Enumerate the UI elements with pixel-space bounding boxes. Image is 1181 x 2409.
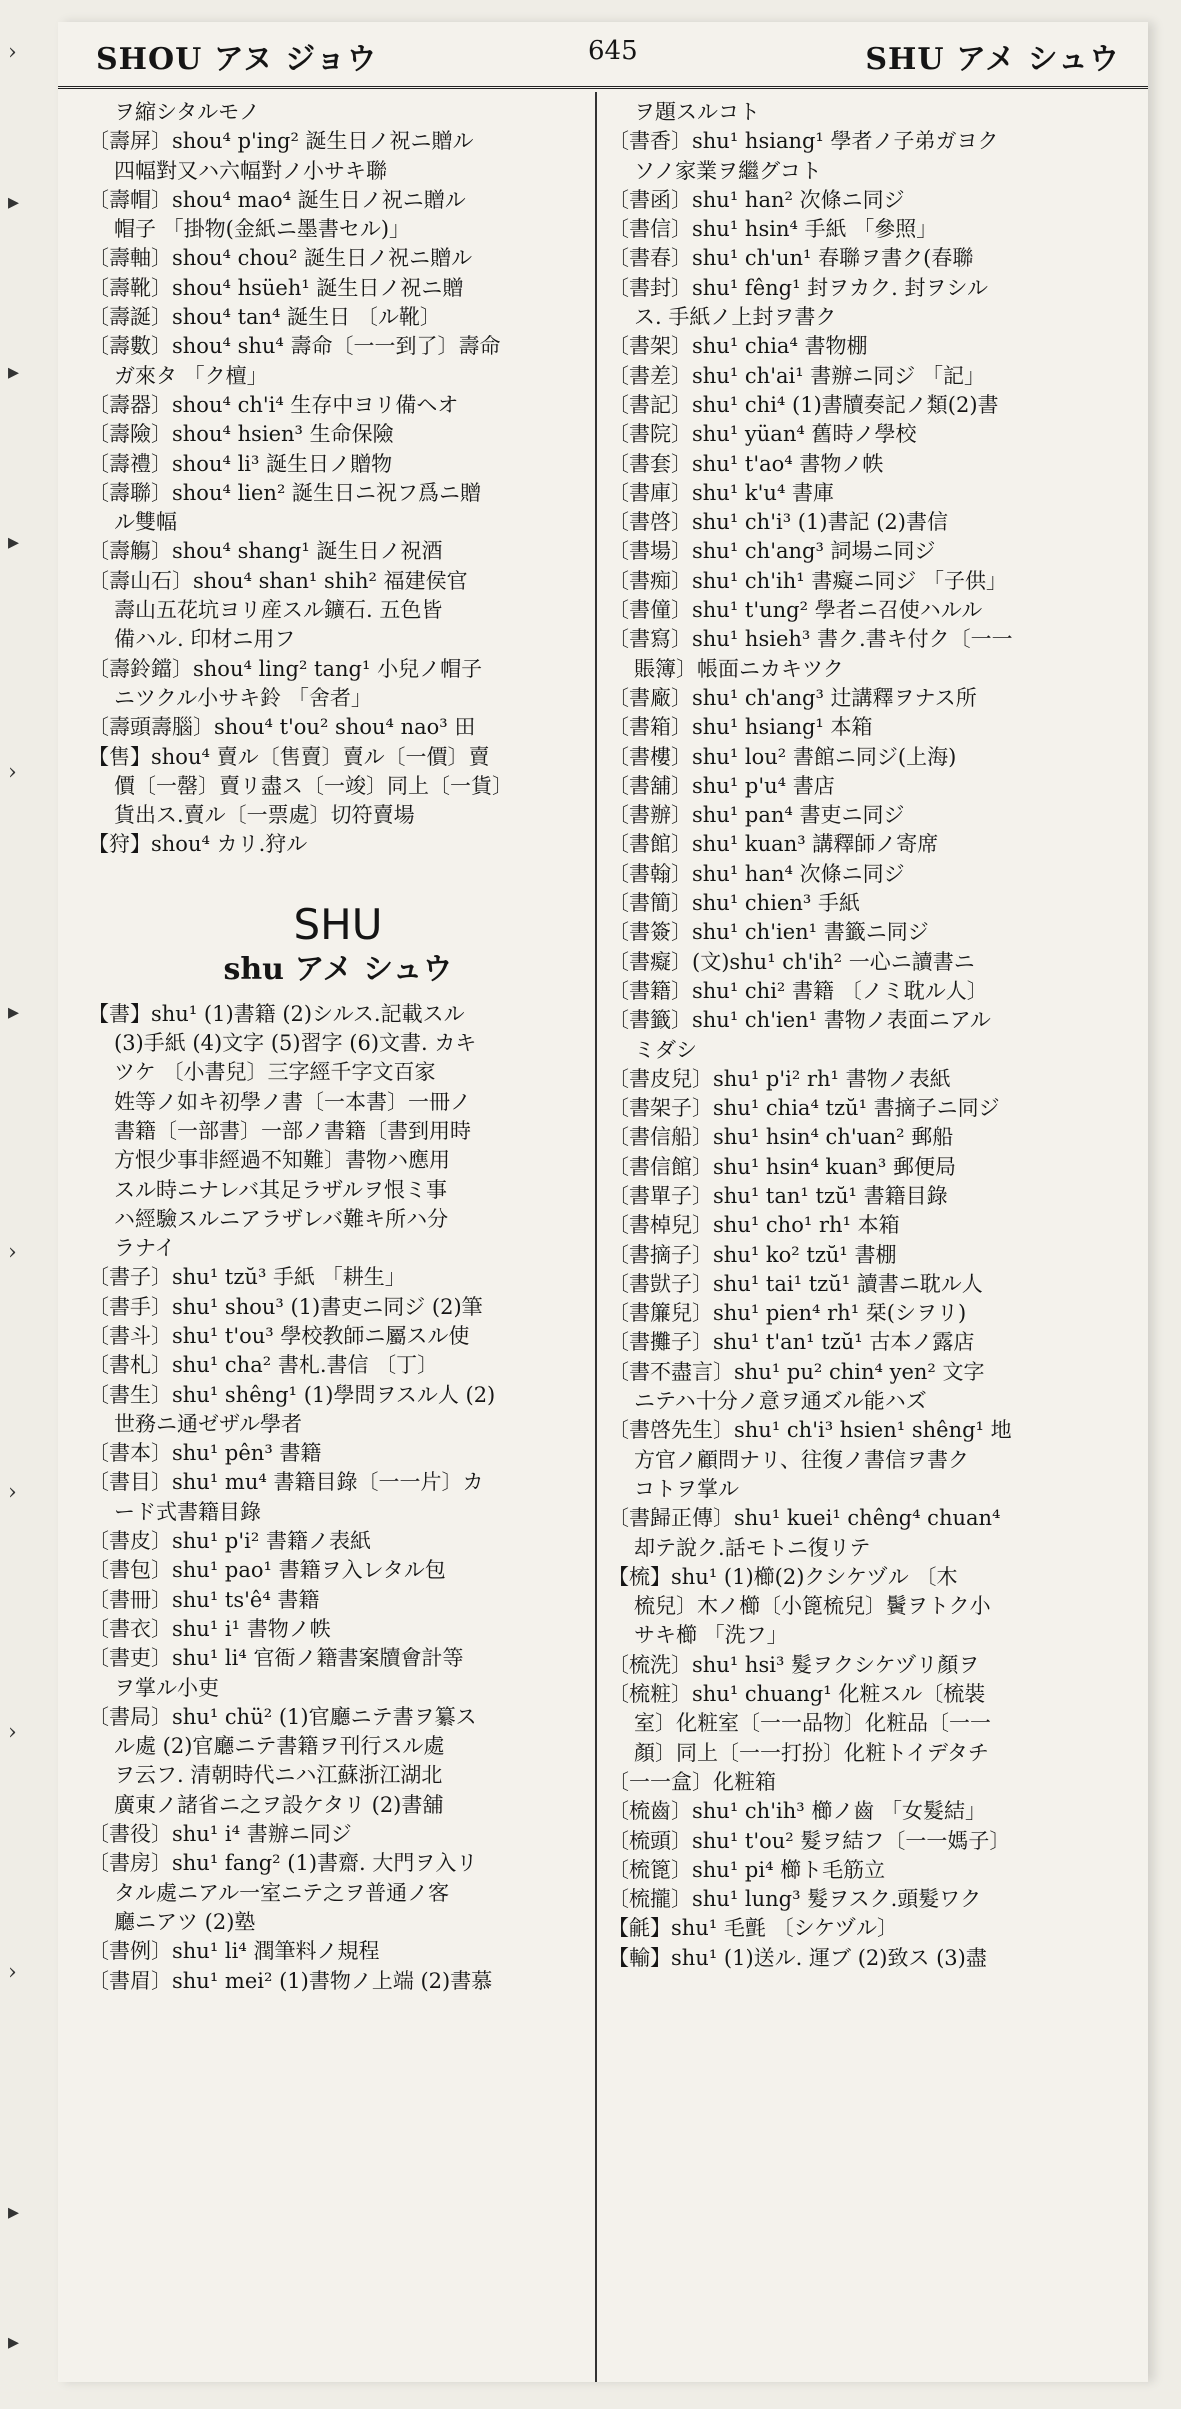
dictionary-entry: 〔壽頭壽腦〕shou⁴ t'ou² shou⁴ nao³ 田	[88, 715, 476, 740]
page-number: 645	[588, 36, 638, 66]
dictionary-entry: 〔書痴〕shu¹ ch'ih¹ 書癡ニ同ジ 「子供」	[608, 568, 1007, 593]
dictionary-entry: 〔壽誕〕shou⁴ tan⁴ 誕生日 〔ル靴〕	[88, 305, 441, 330]
entry-continuation: ラナイ	[114, 1236, 176, 1261]
dictionary-entry: 〔梳篦〕shu¹ pi⁴ 櫛ト毛筋立	[608, 1857, 886, 1882]
dictionary-entry: 〔書目〕shu¹ mu⁴ 書籍目錄〔一一片〕カ	[88, 1470, 484, 1495]
entry-continuation: 梳兒〕木ノ櫛〔小篦梳兒〕鬢ヲトク小	[634, 1594, 991, 1619]
dictionary-entry: 【書】shu¹ (1)書籍 (2)シルス.記載スル	[88, 1001, 465, 1026]
dictionary-entry: 〔壽聯〕shou⁴ lien² 誕生日ニ祝フ爲ニ贈	[88, 480, 482, 505]
entry-continuation: ガ來タ 「ク檀」	[114, 363, 268, 388]
dictionary-entry: 〔書衣〕shu¹ i¹ 書物ノ帙	[88, 1616, 331, 1641]
dictionary-entry: 〔書館〕shu¹ kuan³ 講釋師ノ寄席	[608, 832, 939, 857]
header-right-guide: SHU アメ シュウ	[865, 42, 1120, 77]
dictionary-entry: 〔書寫〕shu¹ hsieh³ 書ク.書キ付ク〔一一	[608, 627, 1013, 652]
dictionary-entry: 〔書單子〕shu¹ tan¹ tzŭ¹ 書籍目錄	[608, 1183, 948, 1208]
entry-continuation: コトヲ掌ル	[634, 1476, 739, 1501]
entry-continuation: スル時ニナレバ其足ラザルヲ恨ミ事	[114, 1177, 448, 1202]
dictionary-entry: 〔書套〕shu¹ t'ao⁴ 書物ノ帙	[608, 451, 884, 476]
dictionary-entry: 〔書簡〕shu¹ chien³ 手紙	[608, 891, 860, 916]
dictionary-entry: 〔書啓〕shu¹ ch'i³ (1)書記 (2)書信	[608, 510, 948, 535]
entry-continuation: 廣東ノ諸省ニ之ヲ設ケタリ (2)書舖	[114, 1792, 444, 1817]
dictionary-entry: 〔書院〕shu¹ yüan⁴ 舊時ノ學校	[608, 422, 917, 447]
dictionary-entry: 〔書差〕shu¹ ch'ai¹ 書辦ニ同ジ 「記」	[608, 363, 985, 388]
dictionary-entry: 〔書役〕shu¹ i⁴ 書辦ニ同ジ	[88, 1822, 352, 1847]
dictionary-entry: 〔書庫〕shu¹ k'u⁴ 書庫	[608, 480, 835, 505]
dictionary-entry: 〔壽險〕shou⁴ hsien³ 生命保險	[88, 422, 394, 447]
dictionary-entry: 〔書籍〕shu¹ chi² 書籍 〔ノミ耽ル人〕	[608, 978, 988, 1003]
entry-continuation: ル處 (2)官廳ニテ書籍ヲ刊行スル處	[114, 1734, 445, 1759]
entry-continuation: ス. 手紙ノ上封ヲ書ク	[634, 305, 837, 330]
dictionary-entry: 〔梳齒〕shu¹ ch'ih³ 櫛ノ齒 「女髮結」	[608, 1799, 986, 1824]
section-subtitle: shu アメ シュウ	[223, 951, 453, 987]
entry-continuation: ル雙幅	[114, 510, 177, 535]
dictionary-entry: 〔書記〕shu¹ chi⁴ (1)書牘奏記ノ類(2)書	[608, 392, 999, 417]
dictionary-entry: 〔書香〕shu¹ hsiang¹ 學者ノ子弟ガヨク	[608, 129, 999, 154]
dictionary-entry: 〔書子〕shu¹ tzŭ³ 手紙 「耕生」	[88, 1265, 406, 1290]
dictionary-entry: 〔書信〕shu¹ hsin⁴ 手紙 「參照」	[608, 217, 938, 242]
dictionary-entry: 〔梳攏〕shu¹ lung³ 髮ヲスク.頭髮ワク	[608, 1887, 982, 1912]
dictionary-entry: 〔書房〕shu¹ fang² (1)書齋. 大門ヲ入リ	[88, 1851, 478, 1876]
entry-continuation: 壽山五花坑ヨリ産スル鑛石. 五色皆	[114, 598, 443, 623]
dictionary-entry: 〔書歸正傳〕shu¹ kuei¹ chêng⁴ chuan⁴	[608, 1506, 1001, 1531]
entry-continuation: 方官ノ顧問ナリ、往復ノ書信ヲ書ク	[634, 1447, 969, 1472]
dictionary-entry: 〔書樓〕shu¹ lou² 書館ニ同ジ(上海)	[608, 744, 957, 769]
entry-continuation: 四幅對又ハ六幅對ノ小サキ聯	[114, 158, 387, 183]
entry-continuation: ヲ云フ. 清朝時代ニハ江蘇浙江湖北	[114, 1763, 443, 1788]
section-title: SHU	[293, 899, 383, 949]
dictionary-entry: 〔書皮〕shu¹ p'i² 書籍ノ表紙	[88, 1529, 371, 1554]
dictionary-entry: 〔書不盡言〕shu¹ pu² chin⁴ yen² 文字	[608, 1359, 985, 1384]
dictionary-entry: 〔書例〕shu¹ li⁴ 潤筆料ノ規程	[88, 1939, 380, 1964]
entry-continuation: ヲ掌ル小吏	[114, 1675, 219, 1700]
entry-continuation: 室〕化粧室〔一一品物〕化粧品〔一一	[634, 1711, 991, 1736]
entry-continuation: ニツクル小サキ鈴 「舍者」	[114, 685, 372, 710]
dictionary-entry: 〔書吏〕shu¹ li⁴ 官衙ノ籍書案牘會計等	[88, 1646, 464, 1671]
dictionary-entry: 〔書斗〕shu¹ t'ou³ 學校教師ニ屬スル使	[88, 1323, 470, 1348]
dictionary-entry: 〔書信船〕shu¹ hsin⁴ ch'uan² 郵船	[608, 1125, 954, 1150]
dictionary-entry: 〔壽觴〕shou⁴ shang¹ 誕生日ノ祝酒	[88, 539, 443, 564]
dictionary-entry: 〔書架〕shu¹ chia⁴ 書物棚	[608, 334, 868, 359]
dictionary-entry: 〔壽帽〕shou⁴ mao⁴ 誕生日ノ祝ニ贈ル	[88, 187, 466, 212]
dictionary-entry: 〔壽靴〕shou⁴ hsüeh¹ 誕生日ノ祝ニ贈	[88, 275, 464, 300]
binding-edge: › ▸ ▸ ▸ › ▸ › › › › ▸ ▸	[8, 40, 20, 2355]
dictionary-entry: 〔書札〕shu¹ cha² 書札.書信 〔丁〕	[88, 1353, 439, 1378]
dictionary-entry: 〔書封〕shu¹ fêng¹ 封ヲカク. 封ヲシル	[608, 275, 989, 300]
dictionary-entry: 〔書函〕shu¹ han² 次條ニ同ジ	[608, 187, 905, 212]
dictionary-entry: 〔書攤子〕shu¹ t'an¹ tzŭ¹ 古本ノ露店	[608, 1330, 975, 1355]
entry-continuation: 顏〕同上〔一一打扮〕化粧トイデタチ	[634, 1740, 989, 1765]
dictionary-entry: 〔壽器〕shou⁴ ch'i⁴ 生存中ヨリ備ヘオ	[88, 392, 459, 417]
dictionary-entry: 〔梳洗〕shu¹ hsi³ 髮ヲクシケヅリ顏ヲ	[608, 1652, 980, 1677]
entry-continuation: 姓等ノ如キ初學ノ書〔一本書〕一冊ノ	[114, 1089, 471, 1114]
column-divider	[595, 92, 597, 2382]
dictionary-entry: 〔書架子〕shu¹ chia⁴ tzŭ¹ 書摘子ニ同ジ	[608, 1096, 1000, 1121]
entry-continuation: 帽子 「掛物(金紙ニ墨書セル)」	[114, 217, 411, 242]
dictionary-page	[58, 22, 1148, 2382]
dictionary-entry: 〔書信館〕shu¹ hsin⁴ kuan³ 郵便局	[608, 1154, 956, 1179]
dictionary-entry: 〔書場〕shu¹ ch'ang³ 詞場ニ同ジ	[608, 539, 936, 564]
dictionary-entry: 〔書本〕shu¹ pên³ 書籍	[88, 1441, 322, 1466]
dictionary-entry: 〔書冊〕shu¹ ts'ê⁴ 書籍	[88, 1587, 320, 1612]
dictionary-entry: 〔壽軸〕shou⁴ chou² 誕生日ノ祝ニ贈ル	[88, 246, 473, 271]
left-column	[88, 98, 588, 2378]
dictionary-entry: 〔書廠〕shu¹ ch'ang³ 辻講釋ヲナス所	[608, 685, 977, 710]
entry-continuation: ヲ縮シタルモノ	[114, 100, 260, 124]
dictionary-entry: 〔一一盒〕化粧箱	[608, 1769, 776, 1794]
dictionary-entry: 〔書癡〕(文)shu¹ ch'ih² 一心ニ讀書ニ	[608, 949, 975, 974]
dictionary-entry: 〔書棹兒〕shu¹ cho¹ rh¹ 本箱	[608, 1213, 900, 1238]
entry-continuation: 書籍〔一部書〕一部ノ書籍〔書到用時	[114, 1118, 471, 1143]
dictionary-entry: 〔書翰〕shu¹ han⁴ 次條ニ同ジ	[608, 861, 905, 886]
entry-continuation: ニテハ十分ノ意ヲ通ズル能ハズ	[634, 1389, 927, 1414]
dictionary-entry: 〔書籤〕shu¹ ch'ien¹ 書物ノ表面ニアル	[608, 1008, 991, 1033]
dictionary-entry: 〔書生〕shu¹ shêng¹ (1)學問ヲスル人 (2)	[88, 1382, 496, 1407]
dictionary-entry: 〔書簾兒〕shu¹ pien⁴ rh¹ 栞(シヲリ)	[608, 1301, 967, 1326]
dictionary-entry: 【售】shou⁴ 賣ル〔售賣〕賣ル〔一價〕賣	[88, 744, 490, 769]
dictionary-entry: 〔書摘子〕shu¹ ko² tzŭ¹ 書棚	[608, 1242, 897, 1267]
dictionary-entry: 〔書包〕shu¹ pao¹ 書籍ヲ入レタル包	[88, 1558, 446, 1583]
entry-continuation: 却テ說ク.話モトニ復リテ	[634, 1535, 871, 1560]
dictionary-entry: 〔書舖〕shu¹ p'u⁴ 書店	[608, 773, 835, 798]
dictionary-entry: 〔書獃子〕shu¹ tai¹ tzŭ¹ 讀書ニ耽ル人	[608, 1271, 983, 1296]
dictionary-entry: 〔壽山石〕shou⁴ shan¹ shih² 福建侯官	[88, 568, 468, 593]
right-column	[608, 98, 1128, 2378]
entry-continuation: ヲ題スルコト	[634, 100, 760, 124]
entry-continuation: 貨出ス.賣ル〔一票處〕切符賣場	[114, 803, 415, 828]
dictionary-entry: 〔書眉〕shu¹ mei² (1)書物ノ上端 (2)書慕	[88, 1968, 493, 1993]
entry-continuation: 方恨少事非經過不知難〕書物ハ應用	[114, 1148, 450, 1173]
dictionary-entry: 〔書手〕shu¹ shou³ (1)書吏ニ同ジ (2)筆	[88, 1294, 483, 1319]
entry-continuation: (3)手紙 (4)文字 (5)習字 (6)文書. カキ	[114, 1031, 477, 1056]
dictionary-entry: 〔書皮兒〕shu¹ p'i² rh¹ 書物ノ表紙	[608, 1066, 951, 1091]
dictionary-entry: 〔書啓先生〕shu¹ ch'i³ hsien¹ shêng¹ 地	[608, 1418, 1012, 1443]
dictionary-entry: 〔書局〕shu¹ chü² (1)官廳ニテ書ヲ纂ス	[88, 1704, 477, 1729]
dictionary-entry: 〔書箱〕shu¹ hsiang¹ 本箱	[608, 715, 873, 740]
dictionary-entry: 【毹】shu¹ 毛氈 〔シケヅル〕	[608, 1916, 898, 1941]
dictionary-entry: 〔梳頭〕shu¹ t'ou² 髮ヲ結フ〔一一媽子〕	[608, 1828, 1011, 1853]
page-header	[58, 22, 1148, 89]
header-left-guide: SHOU アヌ ジョウ	[96, 42, 378, 77]
entry-continuation: ソノ家業ヲ繼グコト	[634, 158, 822, 183]
entry-continuation: 世務ニ通ゼザル學者	[114, 1411, 302, 1436]
dictionary-entry: 〔壽鈴鐺〕shou⁴ ling² tang¹ 小兒ノ帽子	[88, 656, 483, 681]
section-gap	[88, 860, 588, 900]
dictionary-entry: 【狩】shou⁴ カリ.狩ル	[88, 832, 308, 857]
entry-continuation: 賬簿〕帳面ニカキツク	[634, 656, 844, 681]
dictionary-entry: 〔梳粧〕shu¹ chuang¹ 化粧スル〔梳裝	[608, 1682, 986, 1707]
entry-continuation: 價〔一罄〕賣リ盡ス〔一竣〕同上〔一貨〕	[114, 773, 513, 798]
dictionary-entry: 〔書春〕shu¹ ch'un¹ 春聯ヲ書ク(春聯	[608, 246, 974, 271]
entry-continuation: 備ハル. 印材ニ用フ	[114, 627, 296, 652]
entry-continuation: ツケ 〔小書兒〕三字經千字文百家	[114, 1060, 436, 1085]
entry-continuation: タル處ニアル一室ニテ之ヲ普通ノ客	[114, 1880, 450, 1905]
dictionary-entry: 〔壽禮〕shou⁴ li³ 誕生日ノ贈物	[88, 451, 393, 476]
dictionary-entry: 〔書簽〕shu¹ ch'ien¹ 書籤ニ同ジ	[608, 920, 929, 945]
dictionary-entry: 〔書辦〕shu¹ pan⁴ 書吏ニ同ジ	[608, 803, 905, 828]
dictionary-entry: 〔壽屏〕shou⁴ p'ing² 誕生日ノ祝ニ贈ル	[88, 129, 474, 154]
entry-continuation: ハ經驗スルニアラザレバ難キ所ハ分	[114, 1206, 449, 1231]
dictionary-entry: 〔書僮〕shu¹ t'ung² 學者ニ召使ハルル	[608, 598, 983, 623]
entry-continuation: ード式書籍目錄	[114, 1499, 261, 1524]
dictionary-entry: 【梳】shu¹ (1)櫛(2)クシケヅル 〔木	[608, 1564, 958, 1589]
entry-continuation: ミダシ	[634, 1037, 697, 1062]
dictionary-entry: 〔壽數〕shou⁴ shu⁴ 壽命〔一一到了〕壽命	[88, 334, 501, 359]
entry-continuation: サキ櫛 「洗フ」	[634, 1623, 788, 1648]
dictionary-entry: 【輸】shu¹ (1)送ル. 運ブ (2)致ス (3)盡	[608, 1945, 987, 1970]
entry-continuation: 廳ニアツ (2)塾	[114, 1909, 256, 1934]
